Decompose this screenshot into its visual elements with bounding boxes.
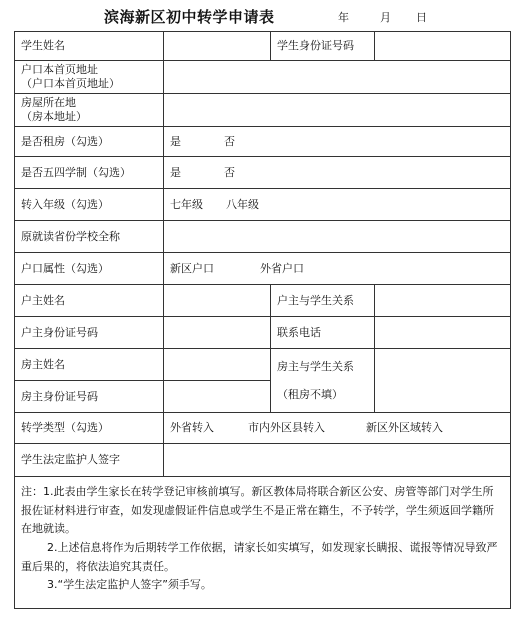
row-house-address <box>15 94 511 127</box>
rent-no-option[interactable]: 否 <box>224 134 235 148</box>
row-guardian-sign <box>15 444 511 477</box>
householder-id-label: 户主身份证号码 <box>15 317 164 349</box>
rent-label: 是否租房（勾选） <box>15 127 164 157</box>
transfer-option-a[interactable]: 外省转入 <box>170 421 214 435</box>
row-student <box>15 32 511 61</box>
rent-options <box>164 127 511 157</box>
grade-8-option[interactable]: 八年级 <box>226 197 259 211</box>
owner-relation-label <box>271 349 375 413</box>
owner-relation-label-note: （租房不填） <box>277 387 343 401</box>
grade-options <box>164 189 511 221</box>
transfer-option-c[interactable]: 新区外区域转入 <box>366 421 443 435</box>
row-transfer-type <box>15 413 511 444</box>
date-day-label: 日 <box>416 11 427 24</box>
date-month-label: 月 <box>380 11 391 24</box>
hukou-type-label: 户口属性（勾选） <box>15 253 164 285</box>
house-address-label-line2: （房本地址） <box>21 110 87 123</box>
note-1: 注：1.此表由学生家长在转学登记审核前填写。新区教体局将联合新区公安、房管等部门对学生所报佐证材料进行审查，如发现虚假证件信息或学生不是正常在籍生，不予转学，学生须返回学籍所在地就读。 <box>21 485 494 536</box>
guardian-sign-field[interactable] <box>164 444 511 477</box>
transfer-option-b[interactable]: 市内外区县转入 <box>248 421 325 435</box>
date-year-label: 年 <box>338 11 349 24</box>
transfer-application-table <box>14 31 511 609</box>
owner-name-label: 房主姓名 <box>15 349 164 381</box>
student-id-field[interactable] <box>375 32 511 61</box>
note-2: 2.上述信息将作为后期转学工作依据，请家长如实填写，如发现家长瞒报、谎报等情况导致严重后果的，将依法追究其责任。 <box>21 541 498 573</box>
grade-7-option[interactable]: 七年级 <box>170 197 203 211</box>
row-owner <box>15 349 511 381</box>
house-address-field[interactable] <box>164 94 511 127</box>
owner-relation-field[interactable] <box>375 349 511 413</box>
student-id-label: 学生身份证号码 <box>271 32 375 61</box>
row-orig-school <box>15 221 511 253</box>
hukou-address-field[interactable] <box>164 61 511 94</box>
house-address-label-line1: 房屋所在地 <box>21 96 76 110</box>
form-title: 滨海新区初中转学申请表 <box>104 8 275 26</box>
rent-yes-option[interactable]: 是 <box>170 134 181 148</box>
householder-relation-field[interactable] <box>375 285 511 317</box>
row-householder-id <box>15 317 511 349</box>
fivefour-yes-option[interactable]: 是 <box>170 165 181 179</box>
owner-id-field[interactable] <box>164 381 271 413</box>
hukou-address-label-line2: （户口本首页地址） <box>21 77 120 90</box>
hukou-type-options <box>164 253 511 285</box>
transfer-type-options <box>164 413 511 444</box>
row-hukou-address <box>15 61 511 94</box>
phone-field[interactable] <box>375 317 511 349</box>
owner-relation-label-line1: 房主与学生关系 <box>277 359 354 373</box>
row-notes <box>15 477 511 609</box>
grade-label: 转入年级（勾选） <box>15 189 164 221</box>
fivefour-label: 是否五四学制（勾选） <box>15 157 164 189</box>
student-name-label: 学生姓名 <box>15 32 164 61</box>
row-grade <box>15 189 511 221</box>
orig-school-field[interactable] <box>164 221 511 253</box>
house-address-label <box>15 94 164 127</box>
date-line <box>338 9 427 25</box>
phone-label: 联系电话 <box>271 317 375 349</box>
orig-school-label: 原就读省份学校全称 <box>15 221 164 253</box>
householder-name-field[interactable] <box>164 285 271 317</box>
fivefour-no-option[interactable]: 否 <box>224 165 235 179</box>
row-fivefour <box>15 157 511 189</box>
notes-cell <box>15 477 511 609</box>
householder-name-label: 户主姓名 <box>15 285 164 317</box>
row-hukou-type <box>15 253 511 285</box>
row-rent <box>15 127 511 157</box>
transfer-type-label: 转学类型（勾选） <box>15 413 164 444</box>
hukou-outside-option[interactable]: 外省户口 <box>260 261 304 275</box>
householder-relation-label: 户主与学生关系 <box>271 285 375 317</box>
hukou-address-label <box>15 61 164 94</box>
householder-id-field[interactable] <box>164 317 271 349</box>
owner-name-field[interactable] <box>164 349 271 381</box>
row-householder <box>15 285 511 317</box>
hukou-local-option[interactable]: 新区户口 <box>170 261 214 275</box>
note-3: 3.“学生法定监护人签字”须手写。 <box>47 578 212 592</box>
fivefour-options <box>164 157 511 189</box>
owner-id-label: 房主身份证号码 <box>15 381 164 413</box>
student-name-field[interactable] <box>164 32 271 61</box>
hukou-address-label-line1: 户口本首页地址 <box>21 63 98 77</box>
guardian-sign-label: 学生法定监护人签字 <box>15 444 164 477</box>
